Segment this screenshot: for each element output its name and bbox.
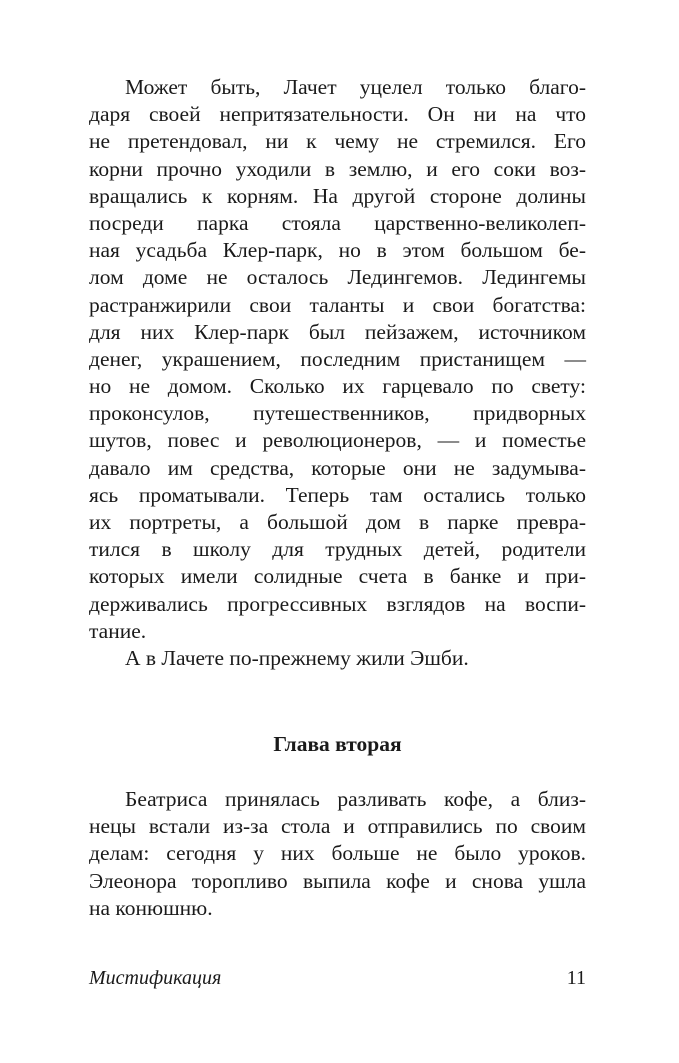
- text-line: Может быть, Лачет уцелел только благо-: [125, 75, 586, 99]
- text-line: даря своей непритязательности. Он ни на что: [89, 102, 586, 127]
- text-line: ная усадьба Клер-парк, но в этом большом бе-: [89, 238, 586, 263]
- text-line: проконсулов, путешественников, придворных: [89, 401, 586, 426]
- text-line: шутов, повес и революционеров, — и поместье: [89, 428, 586, 453]
- text-line: ясь проматывали. Теперь там остались только: [89, 482, 586, 507]
- text-line: нецы встали из-за стола и отправились по своим: [89, 814, 586, 839]
- text-line: лом доме не осталось Ледингемов. Ледингемы: [89, 265, 586, 290]
- text-line: их портреты, а большой дом в парке превра-: [89, 510, 586, 534]
- text-line: растранжирили свои таланты и свои богатства:: [89, 292, 586, 317]
- text-line: тился в школу для трудных детей, родители: [89, 537, 586, 562]
- text-line: делам: сегодня у них больше не было уроков.: [89, 841, 586, 866]
- text-block-1: [89, 74, 586, 672]
- text-line: тание.: [89, 618, 147, 643]
- text-line: не претендовал, ни к чему не стремился. Его: [89, 129, 586, 154]
- chapter-title: Глава вторая: [273, 732, 402, 756]
- page-number: 11: [566, 967, 586, 989]
- text-line: держивались прогрессивных взглядов на воспи-: [89, 591, 586, 616]
- text-block-2: [89, 786, 586, 922]
- text-line: вращались к корням. На другой стороне долины: [89, 183, 586, 208]
- text-line: денег, украшением, последним пристанищем —: [89, 346, 586, 371]
- page-footer: [89, 964, 586, 992]
- text-line: давало им средства, которые они не задумыва-: [89, 455, 586, 480]
- text-line: на конюшню.: [89, 895, 213, 920]
- text-line: для них Клер-парк был пейзажем, источником: [89, 319, 586, 344]
- running-title: Мистификация: [89, 967, 222, 989]
- text-line: но не домом. Сколько их гарцевало по свету:: [89, 374, 586, 399]
- text-line: которых имели солидные счета в банке и при-: [89, 564, 586, 589]
- text-line: Беатриса принялась разливать кофе, а близ-: [125, 787, 586, 811]
- text-line: посреди парка стояла царственно-великолеп-: [89, 210, 586, 235]
- text-line: Элеонора торопливо выпила кофе и снова ушла: [89, 868, 586, 893]
- text-line: корни прочно уходили в землю, и его соки воз-: [89, 156, 586, 181]
- text-line: А в Лачете по-прежнему жили Эшби.: [125, 645, 469, 670]
